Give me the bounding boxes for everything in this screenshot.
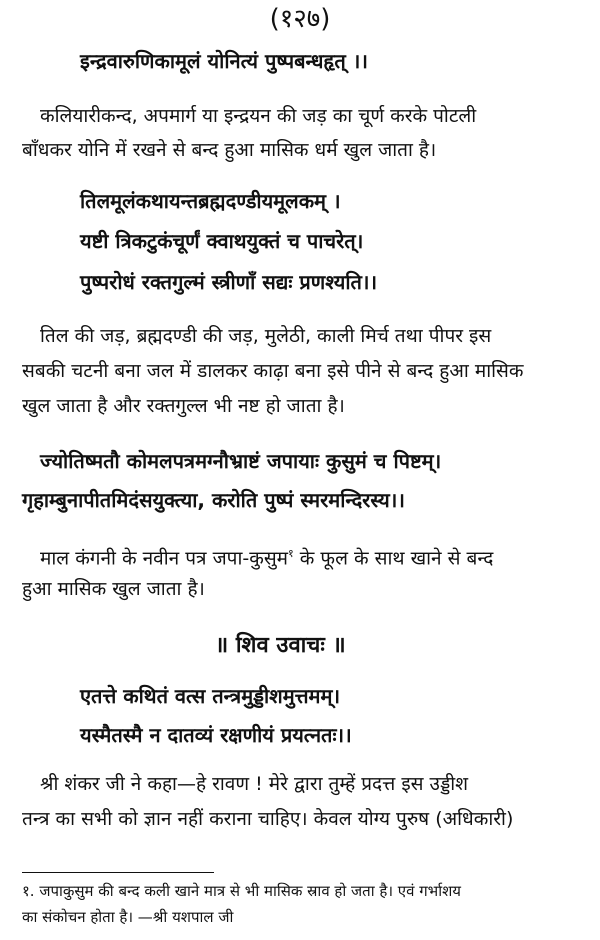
verse-4-line-2: यस्मैतस्मै न दातव्यं रक्षणीयं प्रयत्नतः।। [80, 723, 352, 747]
verse-3-line-2: गृहाम्बुनापीतमिदंसयुक्त्या, करोति पुष्पं स्मरमन्दिरस्य।। [22, 488, 405, 512]
verse-2-line-3: पुष्परोधं रक्तगुल्मं स्त्रीणाँ सद्यः प्रणश्यति।। [80, 270, 378, 294]
prose-3-text-before: माल कंगनी के नवीन पत्र जपा-कुसुम [40, 547, 289, 570]
verse-1-line-1: इन्द्रवारुणिकामूलं योनित्यं पुष्पबन्धहृत् ।। [80, 49, 368, 73]
prose-1-line-2: बाँधकर योनि में रखने से बन्द हुआ मासिक धर्म खुल जाता है। [22, 139, 437, 161]
verse-2-line-1: तिलमूलंकथायन्तब्रह्मदण्डीयमूलकम् । [80, 189, 341, 213]
footnote-line-2: का संकोचन होता है। —श्री यशपाल जी [22, 908, 234, 926]
prose-4-line-2: तन्त्र का सभी को ज्ञान नहीं कराना चाहिए। केवल योग्य पुरुष (अधिकारी) [22, 808, 514, 830]
verse-3-line-1: ज्योतिष्मतौ कोमलपत्रमग्नौभ्राष्टं जपायाः कुसुमं च पिष्टम्। [40, 449, 442, 473]
section-heading: ॥ शिव उवाचः ॥ [215, 633, 346, 658]
page-number: (१२७) [269, 4, 331, 34]
prose-2-line-3: खुल जाता है और रक्तगुल्ल भी नष्ट हो जाता है। [22, 395, 345, 417]
prose-2-line-2: सबकी चटनी बना जल में डालकर काढ़ा बना इसे पीने से बन्द हुआ मासिक [22, 360, 524, 382]
verse-4-line-1: एतत्ते कथितं वत्स तन्त्रमुड्डीशमुत्तमम्। [80, 684, 341, 708]
prose-1-line-1: कलियारीकन्द, अपमार्ग या इन्द्रयन की जड़ का चूर्ण करके पोटली [40, 105, 477, 127]
footnote-divider [22, 872, 214, 873]
prose-3-text-after: के फूल के साथ खाने से बन्द [293, 547, 494, 570]
prose-3-line-1 [40, 539, 493, 573]
prose-3-line-2: हुआ मासिक खुल जाता है। [22, 578, 205, 600]
prose-4-line-1: श्री शंकर जी ने कहा—हे रावण ! मेरे द्वारा तुम्हें प्रदत्त इस उड्डीश [40, 773, 469, 795]
prose-2-line-1: तिल की जड़, ब्रह्मदण्डी की जड़, मुलेठी, काली मिर्च तथा पीपर इस [40, 325, 492, 347]
footnote-line-1: १. जपाकुसुम की बन्द कली खाने मात्र से भी मासिक स्राव हो जता है। एवं गर्भाशय [22, 882, 461, 900]
verse-2-line-2: यष्टी त्रिकटुकंचूर्णं क्वाथयुक्तं च पाचरेत्। [80, 229, 364, 253]
footnote-marker: १ [288, 547, 294, 560]
